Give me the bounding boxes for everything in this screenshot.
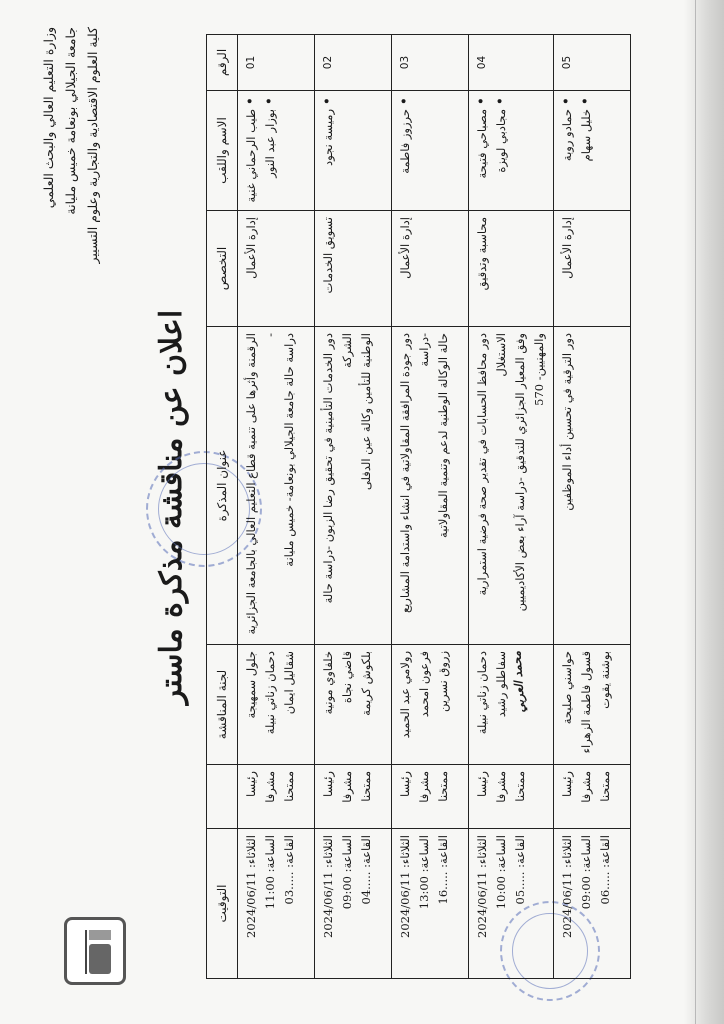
col-header-thesis: عنوان المذكرة: [207, 327, 238, 645]
roles-cell: [315, 765, 392, 829]
scan-edge: [684, 0, 724, 1024]
students-cell: [238, 91, 315, 211]
table-row: [469, 35, 554, 979]
committee-cell: [554, 645, 631, 765]
role: رئيسا: [398, 771, 412, 797]
role: رئيسا: [321, 771, 335, 797]
student-name: • حرزوز فاطمة: [396, 97, 415, 204]
committee-member: قاضي نجاة: [340, 651, 354, 704]
committee-member: سفاطلو رشيد: [494, 651, 508, 718]
col-header-number: الرقم: [207, 35, 238, 91]
col-header-role: [207, 765, 238, 829]
thesis-line: الوطنية للتأمين وكالة عين الدفلى: [359, 333, 373, 491]
thesis-title-cell: [315, 327, 392, 645]
specialty-cell: تسويق الخدمات: [315, 211, 392, 327]
faculty-line: كلية العلوم الاقتصادية والتجارية وعلوم التسيير: [85, 27, 100, 264]
committee-member: فرعون امحمد: [417, 651, 431, 718]
university-logo: [64, 917, 126, 985]
defense-hour: الساعة: 09:00: [340, 835, 354, 910]
role: مشرفا: [263, 771, 277, 803]
col-header-time: التوقيت: [207, 829, 238, 979]
defense-room: القاعة: .....04: [359, 835, 373, 905]
defense-schedule-table: [206, 34, 631, 979]
roles-cell: [238, 765, 315, 829]
role: مشرفا: [494, 771, 508, 803]
role: مشرفا: [579, 771, 593, 803]
roles-cell: [469, 765, 554, 829]
defense-hour: الساعة: 13:00: [417, 835, 431, 910]
col-header-committee: لجنة المناقشة: [207, 645, 238, 765]
committee-cell: [315, 645, 392, 765]
defense-date: الثلاثاء: 2024/06/11: [560, 835, 574, 938]
thesis-line: الرقمنة وأثرها على تنمية قطاع التعليم العالي بالجامعة الجزائرية -: [244, 333, 277, 635]
students-cell: [554, 91, 631, 211]
thesis-title-cell: [554, 327, 631, 645]
row-number: 01: [238, 35, 315, 91]
time-cell: [554, 829, 631, 979]
role: مشرفا: [417, 771, 431, 803]
defense-hour: الساعة: 10:00: [494, 835, 508, 910]
thesis-title-cell: [469, 327, 554, 645]
role: رئيسا: [560, 771, 574, 797]
committee-member-signature: محمد العربي: [509, 650, 528, 714]
roles-cell: [554, 765, 631, 829]
specialty-cell: محاسبة وتدقيق: [469, 211, 554, 327]
defense-room: القاعة: .....16: [436, 835, 450, 905]
row-number: 03: [392, 35, 469, 91]
letterhead: [38, 27, 104, 387]
students-cell: [392, 91, 469, 211]
roles-cell: [392, 765, 469, 829]
defense-date: الثلاثاء: 2024/06/11: [244, 835, 258, 938]
row-number: 04: [469, 35, 554, 91]
role: ممتحنا: [598, 771, 612, 802]
table-row: [392, 35, 469, 979]
student-name: • رميسة نجود: [319, 97, 338, 204]
role: مشرفا: [340, 771, 354, 803]
row-number: 02: [315, 35, 392, 91]
rotated-sheet: [34, 7, 674, 1007]
table-row: [238, 35, 315, 979]
student-name: • مجادبي لويزة: [492, 97, 511, 204]
table-header-row: [207, 35, 238, 979]
time-cell: [392, 829, 469, 979]
specialty-cell: إدارة الأعمال: [238, 211, 315, 327]
specialty-cell: إدارة الأعمال: [392, 211, 469, 327]
col-header-name: الاسم واللقب: [207, 91, 238, 211]
ministry-line: وزارة التعليم العالي والبحث العلمي: [41, 27, 56, 209]
student-name: • بوزار عبد النور: [261, 97, 280, 204]
committee-member: زروق نسرين: [436, 651, 450, 712]
defense-date: الثلاثاء: 2024/06/11: [321, 835, 335, 938]
thesis-line: حالة الوكالة الوطنية لدعم وتنمية المقاولاتية: [436, 333, 450, 538]
committee-member: دحمان زناتي نبيلة: [263, 651, 277, 735]
thesis-title-cell: [392, 327, 469, 645]
committee-member: حواسني صليحة: [560, 651, 574, 725]
table-row: [554, 35, 631, 979]
committee-member: رولامي عبد الحميد: [398, 651, 412, 739]
time-cell: [469, 829, 554, 979]
defense-hour: الساعة: 11:00: [263, 835, 277, 910]
committee-member: خلفاوي مونية: [321, 651, 335, 715]
thesis-line: والمهنيين- 570: [532, 333, 546, 406]
row-number: 05: [554, 35, 631, 91]
committee-cell: [238, 645, 315, 765]
committee-member: بوشنة يقوت: [598, 651, 612, 709]
committee-member: بلكوش كريمة: [359, 651, 373, 716]
students-cell: [315, 91, 392, 211]
defense-hour: الساعة: 09:00: [579, 835, 593, 910]
thesis-line: دور الترقية في تحسين أداء الموظفين: [560, 333, 574, 511]
thesis-line: وفق المعيار الجزائري للتدقيق -دراسة آراء بعض الأكاديميين: [513, 333, 527, 612]
student-name: • مصباحي فتيحة: [473, 97, 492, 204]
role: ممتحنا: [282, 771, 296, 802]
thesis-line: دور الخدمات التأمينية في تحقيق رضا الزبون -دراسة حالة الشركة: [321, 333, 354, 604]
committee-cell: [469, 645, 554, 765]
committee-cell: [392, 645, 469, 765]
student-name: • حمادو روبة: [558, 97, 577, 204]
role: رئيسا: [244, 771, 258, 797]
table-row: [315, 35, 392, 979]
thesis-line: دور جودة المرافقة المقاولاتية في انشاء واستدامة المشاريع -دراسة: [398, 333, 431, 614]
committee-member: جلول سمهيجة: [244, 651, 258, 719]
defense-date: الثلاثاء: 2024/06/11: [475, 835, 489, 938]
specialty-cell: إدارة الأعمال: [554, 211, 631, 327]
role: ممتحنا: [359, 771, 373, 802]
col-header-specialty: التخصص: [207, 211, 238, 327]
time-cell: [315, 829, 392, 979]
defense-date: الثلاثاء: 2024/06/11: [398, 835, 412, 938]
role: ممتحنا: [436, 771, 450, 802]
role: ممتحنا: [513, 771, 527, 802]
defense-room: القاعة: .....06: [598, 835, 612, 905]
time-cell: [238, 829, 315, 979]
scan-line: [695, 0, 696, 1024]
defense-room: القاعة: .....03: [282, 835, 296, 905]
thesis-line: دراسة حالة جامعة الجيلالي بونعامة- خميس مليانة: [282, 333, 296, 567]
thesis-line: دور محافظ الحسابات في تقدير صحة فرضية استمرارية الاستغلال: [475, 333, 508, 596]
committee-member: دحمان زناتي نبيلة: [475, 651, 489, 735]
committee-member: قسول فاطمة الزهراء: [579, 651, 593, 754]
student-name: • خليل سهام: [577, 97, 596, 204]
role: رئيسا: [475, 771, 489, 797]
university-line: جامعة الجيلالي بونعامة خميس مليانة: [63, 27, 78, 215]
page-title: اعلان عن مناقشة مذكرة ماستر: [154, 309, 189, 705]
student-name: • طيب الرحماني غنية: [242, 97, 261, 204]
defense-room: القاعة: .....05: [513, 835, 527, 905]
committee-member: شقاليل ايمان: [282, 651, 296, 715]
students-cell: [469, 91, 554, 211]
thesis-title-cell: [238, 327, 315, 645]
